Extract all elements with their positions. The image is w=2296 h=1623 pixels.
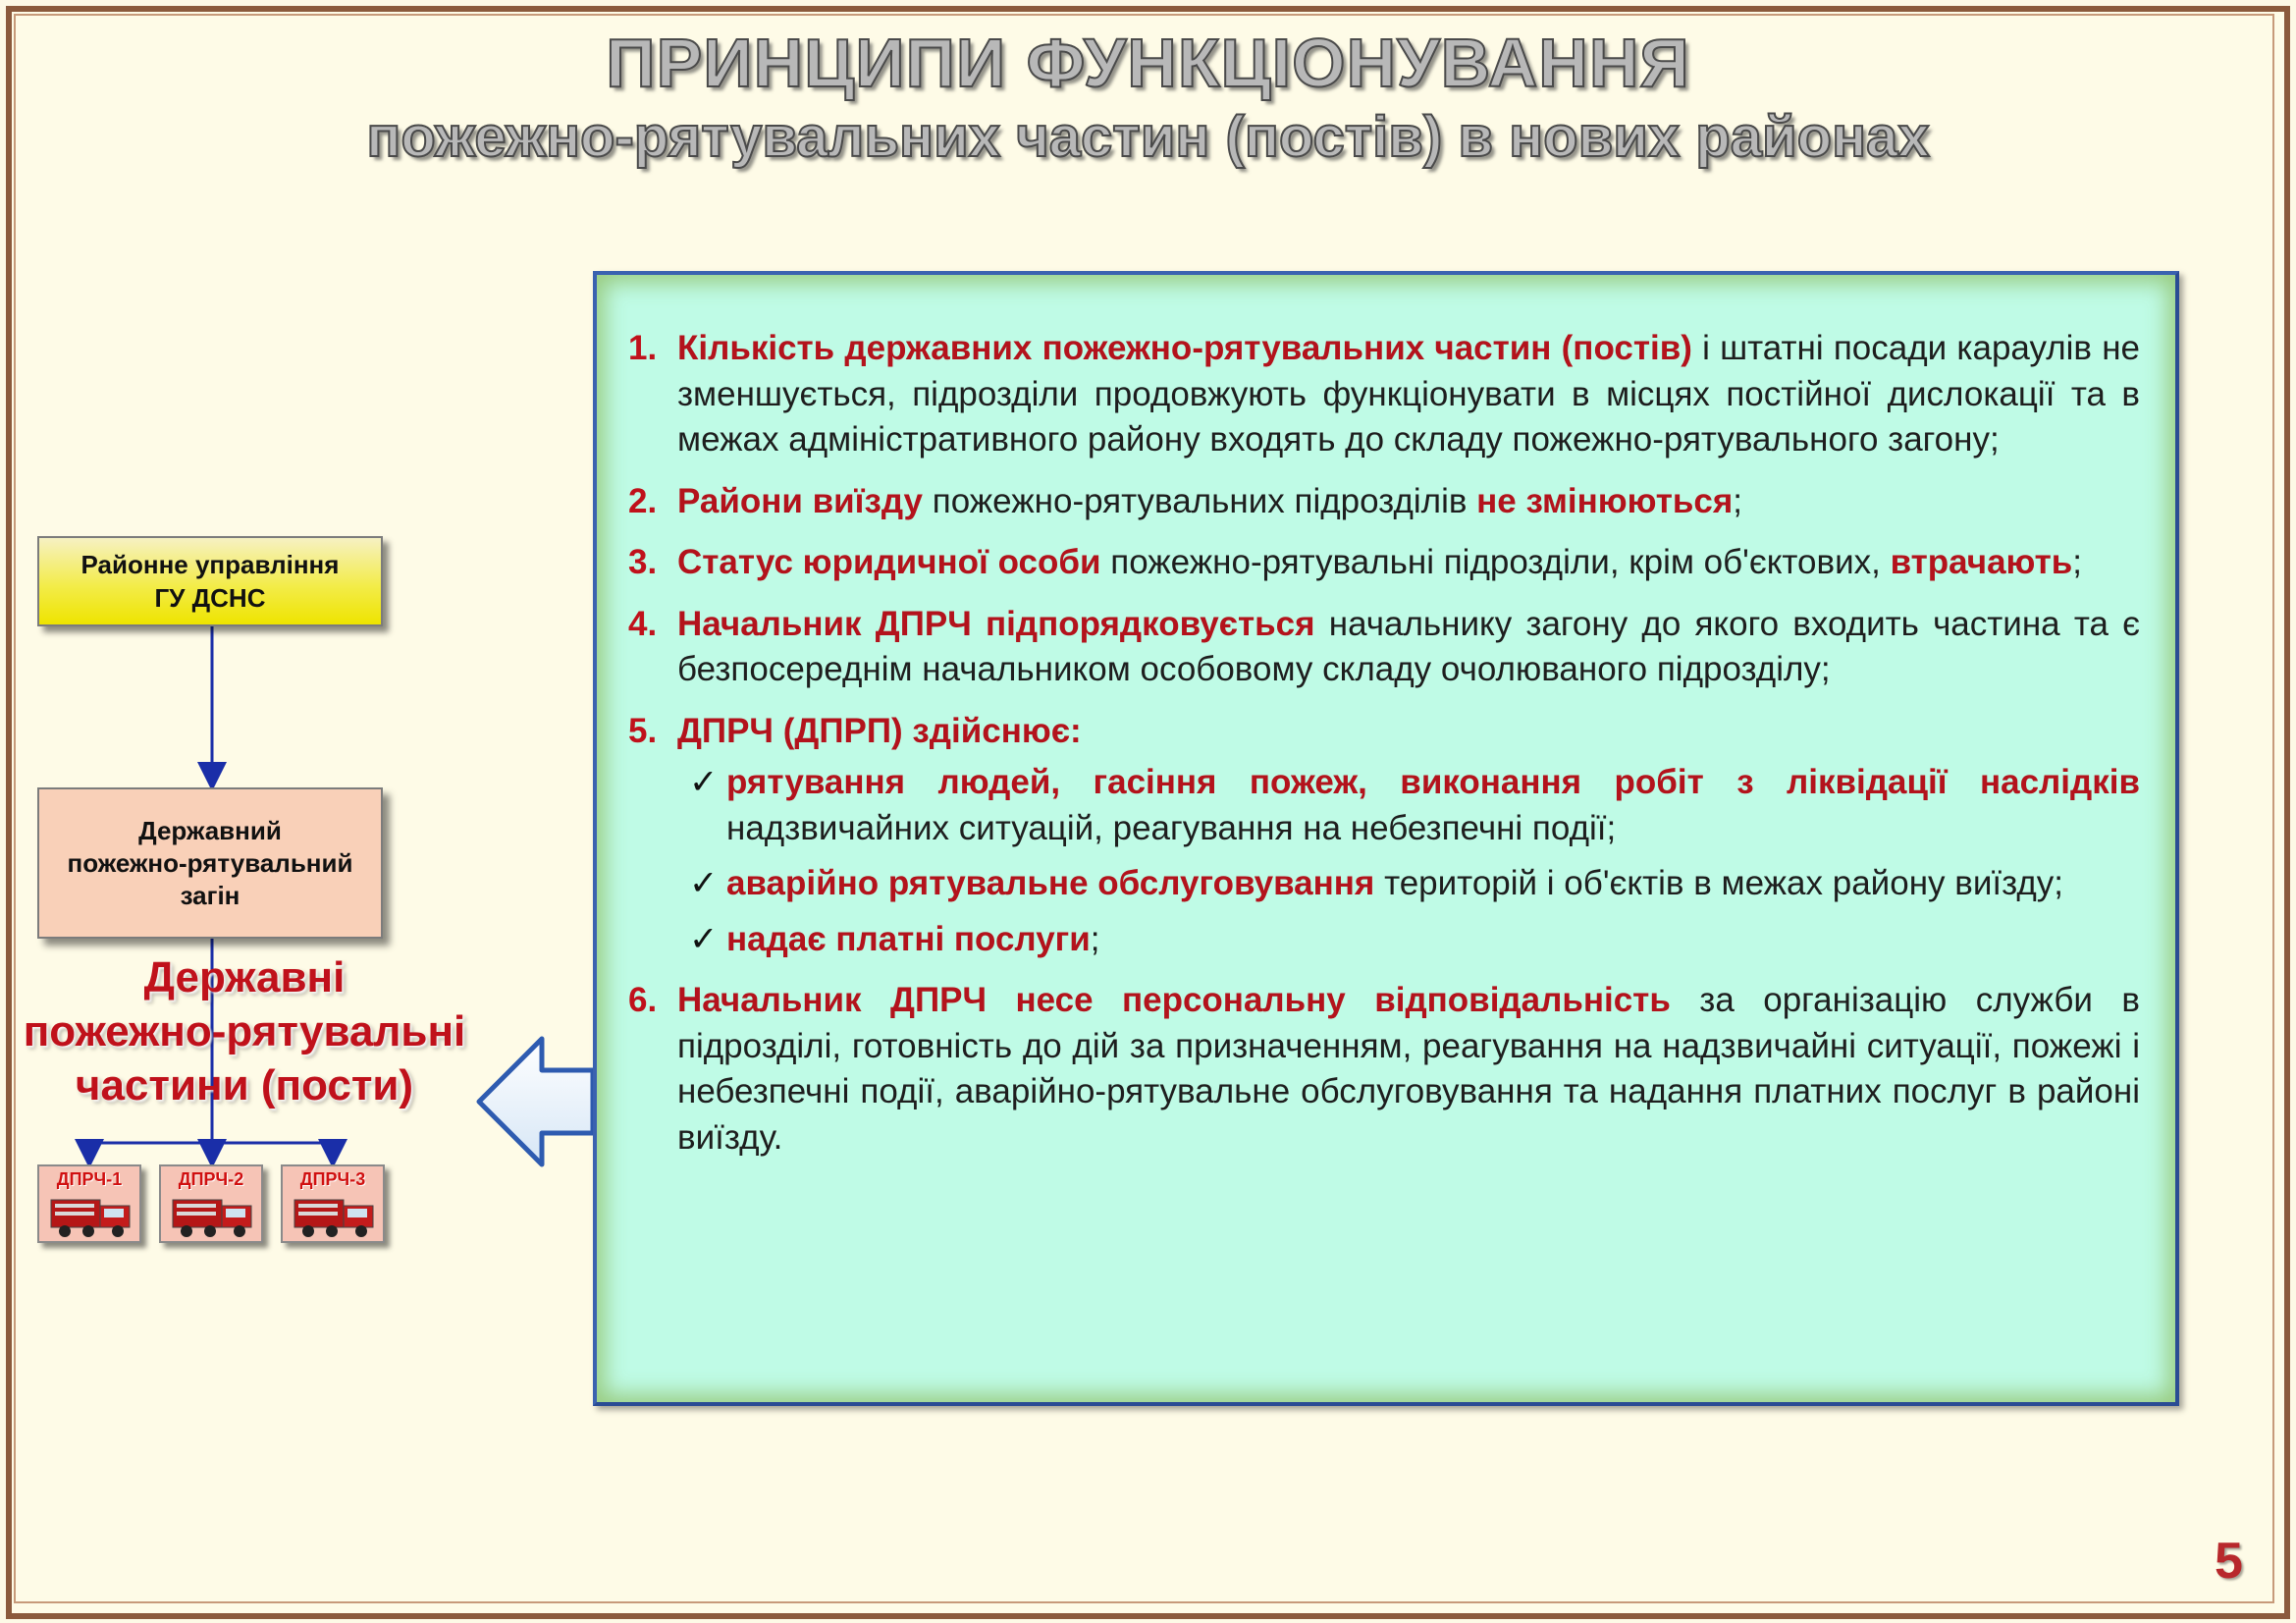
principle-4	[628, 602, 2140, 693]
principle-6	[628, 978, 2140, 1161]
principle-text: начальнику загону до якого входить частина та є безпосереднім начальником особовому складу очолюваного підрозділу;	[677, 604, 2140, 688]
principle-highlight: втрачають	[1890, 543, 2073, 581]
principle-highlight: Статус юридичної особи	[677, 543, 1101, 581]
fire-truck-icon	[49, 1192, 133, 1239]
principle-highlight: не змінюються	[1476, 481, 1734, 520]
principle-number: 3.	[628, 543, 658, 581]
principle-text: пожежно-рятувальних підрозділів	[923, 481, 1477, 520]
unit-box-1: ДПРЧ-1	[37, 1164, 141, 1243]
checkmark-icon: ✓	[689, 864, 719, 902]
sub-highlight: надає платні послуги	[726, 919, 1091, 958]
fire-truck-icon	[171, 1192, 255, 1239]
slide-subtitle: пожежно-рятувальних частин (постів) в нових районах	[366, 105, 1930, 169]
principle-number: 5.	[628, 711, 658, 750]
principle-text: ;	[1733, 481, 1742, 520]
principle-text: пожежно-рятувальні підрозділи, крім об'єктових,	[1100, 543, 1891, 581]
principle-5	[628, 709, 2140, 755]
principle-5-sub-2	[628, 861, 2140, 907]
unit-box-3: ДПРЧ-3	[281, 1164, 385, 1243]
principle-highlight: Райони виїзду	[677, 481, 924, 520]
checkmark-icon: ✓	[689, 919, 719, 958]
sub-highlight: рятування людей, гасіння пожеж, виконання робіт з ліквідації наслідків	[726, 763, 2140, 801]
pointer-arrow	[479, 1039, 593, 1164]
checkmark-icon: ✓	[689, 763, 719, 801]
principle-number: 6.	[628, 981, 658, 1019]
principle-highlight: Начальник ДПРЧ несе персональну відповідальність	[677, 981, 1671, 1019]
principle-number: 4.	[628, 604, 658, 643]
principles-panel	[593, 271, 2179, 1406]
principle-1	[628, 326, 2140, 463]
principle-text: і штатні посади караулів не зменшується, підрозділи продовжують функціонувати в місцях постійної дислокації та в межах адміністративного району входять до складу пожежно-рятувального загону;	[677, 329, 2141, 459]
page-number: 5	[2215, 1533, 2243, 1590]
principles-list	[628, 326, 2140, 1176]
slide-title: ПРИНЦИПИ ФУНКЦІОНУВАННЯ	[606, 25, 1690, 101]
principle-highlight: Начальник ДПРЧ підпорядковується	[677, 604, 1315, 643]
principle-text: за організацію служби в підрозділі, готовність до дій за призначенням, реагування на надзвичайні ситуації, пожежі і небезпечні події, аварійно-рятувальне обслуговування та надання платних послуг в районі виїзду.	[677, 981, 2140, 1157]
principle-highlight: Кількість державних пожежно-рятувальних частин (постів)	[677, 329, 1692, 367]
fire-truck-icon	[293, 1192, 377, 1239]
principle-number: 2.	[628, 481, 658, 520]
principle-5-sub-3	[628, 917, 2140, 963]
sub-text: ;	[1090, 919, 1100, 958]
principle-number: 1.	[628, 329, 658, 367]
sub-highlight: аварійно рятувальне обслуговування	[726, 864, 1375, 902]
sub-text: надзвичайних ситуацій, реагування на небезпечні події;	[726, 808, 1617, 847]
fire-detachment-box: Державний пожежно-рятувальний загін	[37, 787, 383, 939]
sub-text: територій і об'єктів в межах району виїзду;	[1374, 864, 2064, 902]
principle-3	[628, 540, 2140, 586]
principle-text: ;	[2072, 543, 2082, 581]
principle-5-sub-1	[628, 760, 2140, 851]
unit-box-2: ДПРЧ-2	[159, 1164, 263, 1243]
principle-highlight: ДПРЧ (ДПРП) здійснює:	[677, 711, 1082, 750]
district-office-box: Районне управління ГУ ДСНС	[37, 536, 383, 626]
fire-units-heading: Державні пожежно-рятувальні частини (пости)	[23, 953, 466, 1109]
principle-2	[628, 479, 2140, 525]
